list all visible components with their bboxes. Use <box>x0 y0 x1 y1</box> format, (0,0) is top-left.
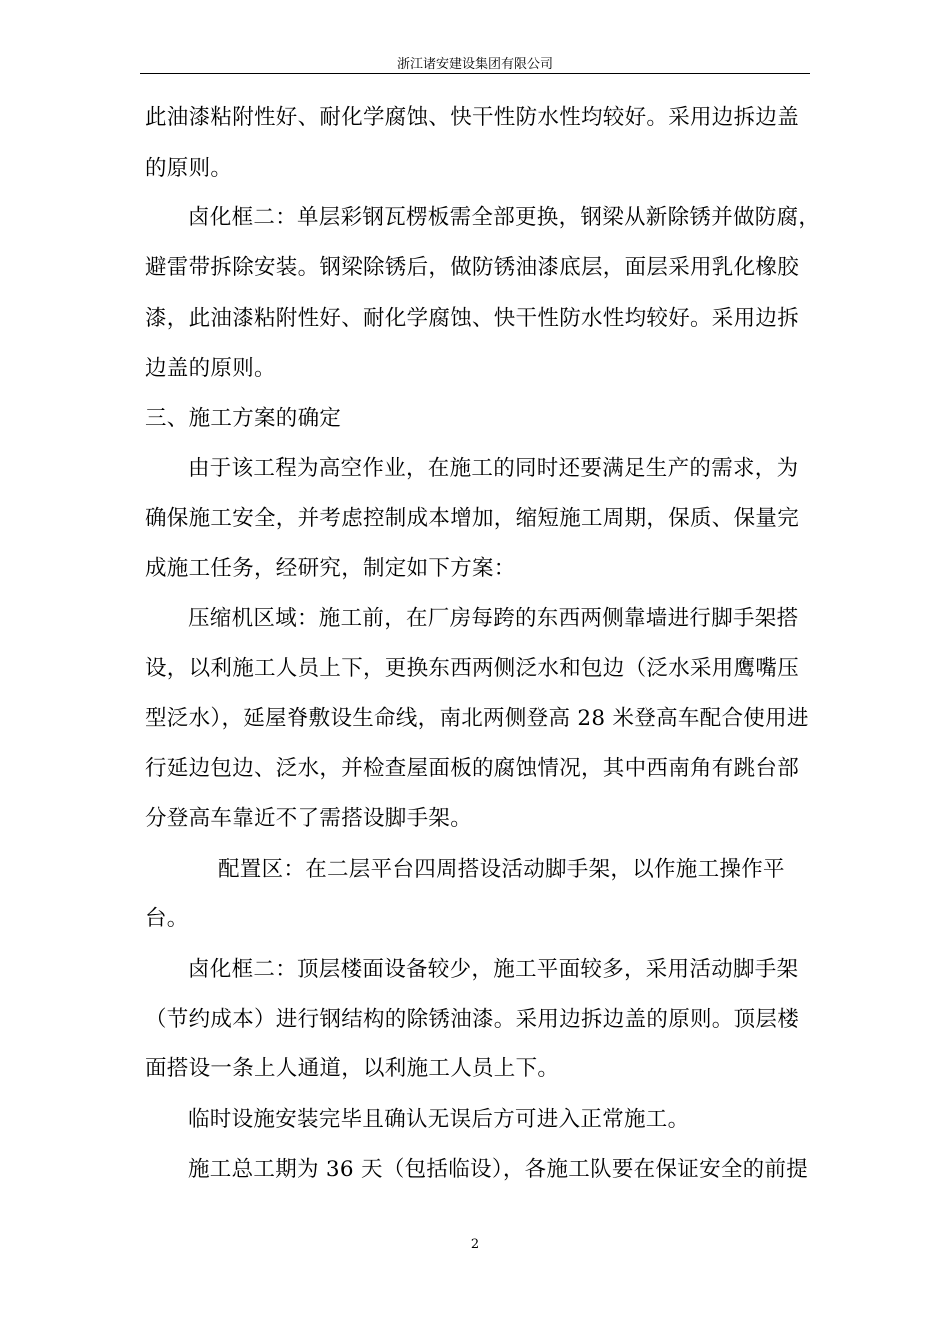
header-company-name: 浙江诸安建设集团有限公司 <box>396 57 553 72</box>
text-line: 型泛水），延屋脊敷设生命线，南北两侧登高 28 米登高车配合使用进 <box>145 706 809 731</box>
text-line: 设，以利施工人员上下，更换东西两侧泛水和包边（泛水采用鹰嘴压 <box>145 656 800 681</box>
text-line: 分登高车靠近不了需搭设脚手架。 <box>145 806 473 831</box>
header-rule <box>140 73 810 74</box>
text-line: 此油漆粘附性好、耐化学腐蚀、快干性防水性均较好。采用边拆边盖 <box>145 105 800 130</box>
text-line: 确保施工安全，并考虑控制成本增加，缩短施工周期，保质、保量完 <box>145 506 800 531</box>
text-line: 压缩机区域：施工前，在厂房每跨的东西两侧靠墙进行脚手架搭 <box>188 606 799 631</box>
text-line: 面搭设一条上人通道，以利施工人员上下。 <box>145 1056 560 1081</box>
text-line: 成施工任务，经研究，制定如下方案： <box>145 556 516 581</box>
text-line: 的原则。 <box>145 156 233 181</box>
text-line: 漆，此油漆粘附性好、耐化学腐蚀、快干性防水性均较好。采用边拆 <box>145 306 800 331</box>
text-line: 配置区：在二层平台四周搭设活动脚手架，以作施工操作平 <box>218 857 785 882</box>
text-line: 施工总工期为 36 天（包括临设），各施工队要在保证安全的前提 <box>188 1157 809 1182</box>
text-line: 边盖的原则。 <box>145 356 276 381</box>
text-line: （节约成本）进行钢结构的除锈油漆。采用边拆边盖的原则。顶层楼 <box>145 1007 800 1032</box>
text-line: 临时设施安装完毕且确认无误后方可进入正常施工。 <box>188 1107 690 1132</box>
text-line: 卤化框二：顶层楼面设备较少，施工平面较多，采用活动脚手架 <box>188 957 799 982</box>
text-line: 避雷带拆除安装。钢梁除锈后，做防锈油漆底层，面层采用乳化橡胶 <box>145 255 800 280</box>
text-line: 台。 <box>145 906 189 931</box>
page-number: 2 <box>470 1237 480 1252</box>
section-heading: 三、施工方案的确定 <box>145 406 342 431</box>
text-line: 行延边包边、泛水，并检查屋面板的腐蚀情况，其中西南角有跳台部 <box>145 756 800 781</box>
text-line: 卤化框二：单层彩钢瓦楞板需全部更换，钢梁从新除锈并做防腐， <box>188 205 821 230</box>
text-line: 由于该工程为高空作业，在施工的同时还要满足生产的需求，为 <box>188 456 799 481</box>
